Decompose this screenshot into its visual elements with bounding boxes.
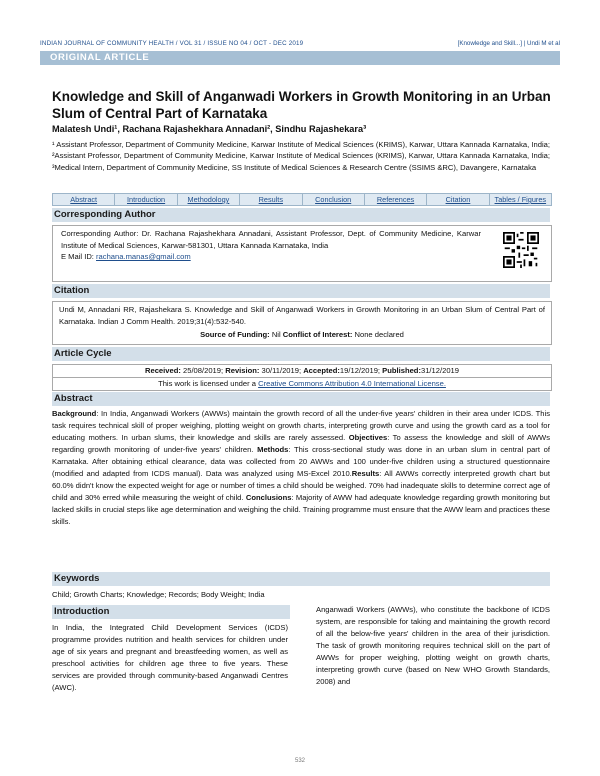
received-label: Received: [145,366,181,375]
introduction-left-column: In India, the Integrated Child Development Services (ICDS) programme provides nutrition and health services for children under age of six years and pregnant and breastfeeding women, as well as preschool activities for children age three to five years. These services are provided through community-based Anganwadi Centres (AWC). [52,623,288,692]
article-cycle-dates-box [52,364,552,378]
conflict-value: None declared [352,330,404,340]
license-link[interactable]: Creative Commons Attribution 4.0 International License. [258,379,446,388]
revision-date: 30/11/2019; [259,366,304,375]
keywords-heading: Keywords [54,573,100,584]
article-cycle-heading: Article Cycle [54,348,112,359]
license-box [52,377,552,391]
nav-abstract[interactable]: Abstract [53,194,115,205]
keywords-text: Child; Growth Charts; Knowledge; Records; Body Weight; India [52,590,265,599]
section-nav [52,193,552,206]
conclusions-label: Conclusions [245,493,292,502]
abstract-heading: Abstract [54,393,93,404]
authors: Malatesh Undi¹, Rachana Rajashekhara Annadani², Sindhu Rajashekara³ [52,124,367,134]
nav-tables-figures[interactable]: Tables / Figures [494,195,547,204]
qr-code-icon [503,232,539,268]
journal-header: INDIAN JOURNAL OF COMMUNITY HEALTH / VOL 31 / ISSUE NO 04 / OCT - DEC 2019 [40,40,304,47]
abstract-body [52,408,550,528]
accepted-label: Accepted: [303,366,340,375]
conflict-label: Conflict of Interest: [282,330,353,340]
article-type-bar [40,51,560,65]
revision-label: Revision: [225,366,260,375]
page-number: 532 [294,758,305,764]
introduction-heading: Introduction [54,606,110,617]
email-link[interactable]: rachana.manas@gmail.com [96,252,191,262]
affiliations: ¹ Assistant Professor, Department of Community Medicine, Karwar Institute of Medical Sciences (KRIMS), Karwar, Uttara Kannada Karnataka, India; ²Assistant Professor, Department of Community Medicine, Karwar Institute of Medical Sciences (KRIMS), Karwar, Uttara Kannada Karnataka, India; ³Medical Intern, Department of Community Medicine, SS Institute of Medical Sciences & Research Centre (SSIMS &RC), Davangere, Karnataka [52,140,550,172]
nav-conclusion[interactable]: Conclusion [303,194,365,205]
email-label: E Mail ID: [61,252,97,262]
background-text: : In India, Anganwadi Workers (AWWs) maintain the growth record of all the under-five years' children in their area under ICDS. This task requires technical skill of proper weighing, plotting weight on growth charts, interpreting growth curve and using the growth card as a tool for educating mothers. In urban slums, their knowledge and skills are rarely assessed. [52,409,550,442]
funding-label: Source of Funding: [200,330,270,340]
citation-text: Undi M, Annadani RR, Rajashekara S. Knowledge and Skill of Anganwadi Workers in Growth Monitoring in an Urban Slum of Central Part of Karnataka. Indian J Comm Health. 2019;31(4):532-540. [59,305,545,326]
corresponding-heading: Corresponding Author [54,209,156,220]
nav-methodology[interactable]: Methodology [178,194,240,205]
article-cycle-heading-bar [52,347,550,361]
results-text: : All AWWs correctly interpreted growth chart but 60.0% didn't know the expected weight for age or number of times a child should be weighed. 70% had inadequate skills to determine correct age of child and 30% erred while measuring the weight of child. [52,469,550,502]
funding-value: Nil [269,330,283,340]
license-text: This work is licensed under a [158,379,259,388]
results-label: Results [351,469,380,478]
objectives-text: : To assess the knowledge and skill of AWWs regarding growth monitoring of under-five years' children. [52,433,550,454]
article-type: ORIGINAL ARTICLE [50,52,150,63]
funding-line [53,329,551,343]
introduction-heading-bar [52,605,290,619]
background-label: Background [52,409,97,418]
objectives-label: Objectives [348,433,388,442]
abstract-heading-bar [52,392,550,406]
published-date: 31/12/2019 [420,366,459,375]
citation-heading: Citation [54,285,90,296]
conclusions-text: : Majority of AWW had adequate knowledge regarding growth monitoring but lacked skills in crucial steps like age determination and weighing the child. Training programme must ensure that the AWW learn and practices these skills. [52,493,551,526]
methods-text: : This cross-sectional study was done in an urban slum in central part of Karnataka. After obtaining ethical clearance, data was collected from 20 AWWs and 100 under-five children using a structured questionnaire (modified and adapted from ICDS manual). Data was analyzed using MS-Excel 2010. [52,445,550,478]
citation-box [52,301,552,345]
citation-heading-bar [52,284,550,298]
introduction-right-column: Anganwadi Workers (AWWs), who constitute the backbone of ICDS system, are responsible for taking and maintaining the growth record of all the below-five years' children in the area of their jurisdiction. The task of growth monitoring requires technical skill on the part of AWWs for proper weighing, plotting weight on growth charts, interpreting growth curve (based on New WHO Growth Standards, 2008) and [316,605,550,686]
license-line [53,378,551,392]
running-title: [Knowledge and Skill...] | Undi M et al [457,40,560,47]
nav-references[interactable]: References [365,194,427,205]
keywords-heading-bar [52,572,550,586]
received-date: 25/08/2019; [180,366,226,375]
article-title: Knowledge and Skill of Anganwadi Workers in Growth Monitoring in an Urban Slum of Central Part of Karnataka [52,89,551,121]
published-label: Published: [382,366,421,375]
corresponding-text-block [61,228,481,263]
accepted-date: 19/12/2019; [339,366,383,375]
nav-introduction[interactable]: Introduction [115,194,177,205]
methods-label: Methods [257,445,289,454]
corresponding-heading-bar [52,208,550,222]
corresponding-box [52,225,552,282]
corresponding-text: Corresponding Author: Dr. Rachana Rajashekhara Annadani, Assistant Professor, Dept. of Community Medicine, Karwar Institute of Medical Sciences, Karwar-581301, Uttara Kannada Karnataka, India [61,229,481,250]
nav-results[interactable]: Results [240,194,302,205]
nav-citation[interactable]: Citation [427,194,489,205]
